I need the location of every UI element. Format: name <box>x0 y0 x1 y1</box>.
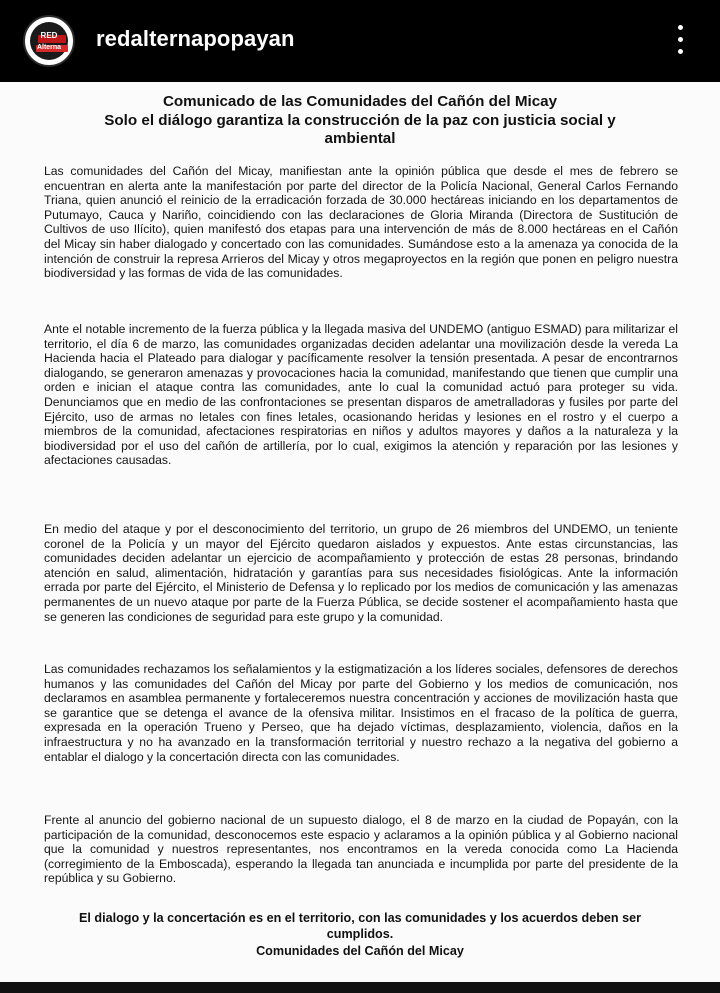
document-title: Comunicado de las Comunidades del Cañón del Micay <box>162 93 558 110</box>
paragraph-3: En medio del ataque y por el desconocimiento del territorio, un grupo de 26 miembros del UNDEMO, un teniente coronel de la Policía y un mayor del Ejército quedaron aislados y expuestos. Ante estas circunstancias, las comunidades deciden adelantar un ejercicio de acompañamiento y protección de estas 28 personas, brindando atención en salud, alimentación, hidratación y garantías para sus necesidades fisiológicas. Ante la información errada por parte del Ejército, el Ministerio de Defensa y lo replicado por los medios de comunicación y las amenazas permanentes de un nuevo ataque por parte de la Fuerza Pública, se decide sostener el acompañamiento hasta que se generen las condiciones de seguridad para este grupo y la comunidad. <box>44 522 678 624</box>
paragraph-2: Ante el notable incremento de la fuerza pública y la llegada masiva del UNDEMO (antiguo ESMAD) para militarizar el territorio, el día 6 de marzo, las comunidades organizadas deciden adelantar una movilización desde la vereda La Hacienda hacia el Plateado para dialogar y pacíficamente resolver la tensión presentada. A pesar de encontrarnos dialogando, se generaron amenazas y provocaciones hacia la comunidad, manifestando que tienen que cumplir una orden e inician el ataque contra las comunidades, ante lo cual la comunidad actuó para proteger su vida. Denunciamos que en medio de las confrontaciones se presentan disparos de ametralladoras y fusiles por parte del Ejército, uso de armas no letales con fines letales, ocasionando heridas y lesiones en el rostro y el cuerpo a miembros de la comunidad, afectaciones respiratorias en niños y adultos mayores y daños a la naturaleza y la biodiversidad por el uso del cañón de artillería, por lo cual, exigimos la atención y reparación por las lesiones y afectaciones causadas. <box>44 322 678 468</box>
document-subtitle: Solo el diálogo garantiza la construcción de la paz con justicia social y <box>104 112 616 129</box>
signature: Comunidades del Cañón del Micay <box>256 944 464 958</box>
paragraph-1: Las comunidades del Cañón del Micay, manifiestan ante la opinión pública que desde el mes de febrero se encuentran en alerta ante la manifestación por parte del director de la Policía Nacional, General Carlos Fernando Triana, quien anunció el reinicio de la erradicación forzada de 30.000 hectáreas iniciando en los departamentos de Putumayo, Cauca y Nariño, coincidiendo con las declaraciones de Gloria Miranda (Directora de Sustitución de Cultivos de uso Ilícito), quien manifestó dos etapas para una intervención de más de 8.000 hectáreas en el Cañón del Micay sin haber dialogado y concertado con las comunidades. Sumándose esto a la amenaza ya conocida de la intención de construir la represa Arrieros del Micay y otros megaproyectos en la región que ponen en peligro nuestra biodiversidad y las formas de vida de las comunidades. <box>44 164 678 281</box>
closing-statement: El dialogo y la concertación es en el territorio, con las comunidades y los acuerdos deben ser <box>79 911 641 925</box>
avatar-logo-text-2: Alterna <box>36 44 62 51</box>
profile-avatar[interactable] <box>23 15 75 67</box>
document-subtitle-2: ambiental <box>324 130 396 147</box>
avatar-logo-text: RED <box>40 31 58 40</box>
paragraph-5: Frente al anuncio del gobierno nacional de un supuesto dialogo, el 8 de marzo en la ciudad de Popayán, con la participación de la comunidad, desconocemos este espacio y aclaramos a la opinión pública y al Gobierno nacional que la comunidad y nuestros representantes, nos encontramos en la vereda conocida como La Hacienda (corregimiento de la Emboscada), esperando la llegada tan anunciada e incumplida por parte del presidente de la república y su Gobierno. <box>44 813 678 886</box>
paragraph-4: Las comunidades rechazamos los señalamientos y la estigmatización a los líderes sociales, defensores de derechos humanos y las comunidades del Cañón del Micay por parte del Gobierno y los medios de comunicación, nos declaramos en asamblea permanente y fortaleceremos nuestra concentración y acciones de movilización hasta que se garantice que se detenga el avance de la ofensiva militar. Insistimos en el fracaso de la política de guerra, expresada en la operación Trueno y Perseo, que ha dejado víctimas, desplazamiento, violencia, daños en la infraestructura y no ha avanzado en la transformación territorial y nuestro rechazo a la negativa del gobierno a entablar el dialogo y la concertación directa con las comunidades. <box>44 662 678 764</box>
bottom-bar <box>0 982 720 993</box>
avatar-logo <box>30 22 68 60</box>
more-options-icon[interactable] <box>670 24 690 56</box>
closing-statement-2: cumplidos. <box>326 927 394 941</box>
post-image-document <box>0 82 720 982</box>
username-link[interactable]: redalternapopayan <box>96 26 295 51</box>
post-header <box>0 0 720 82</box>
